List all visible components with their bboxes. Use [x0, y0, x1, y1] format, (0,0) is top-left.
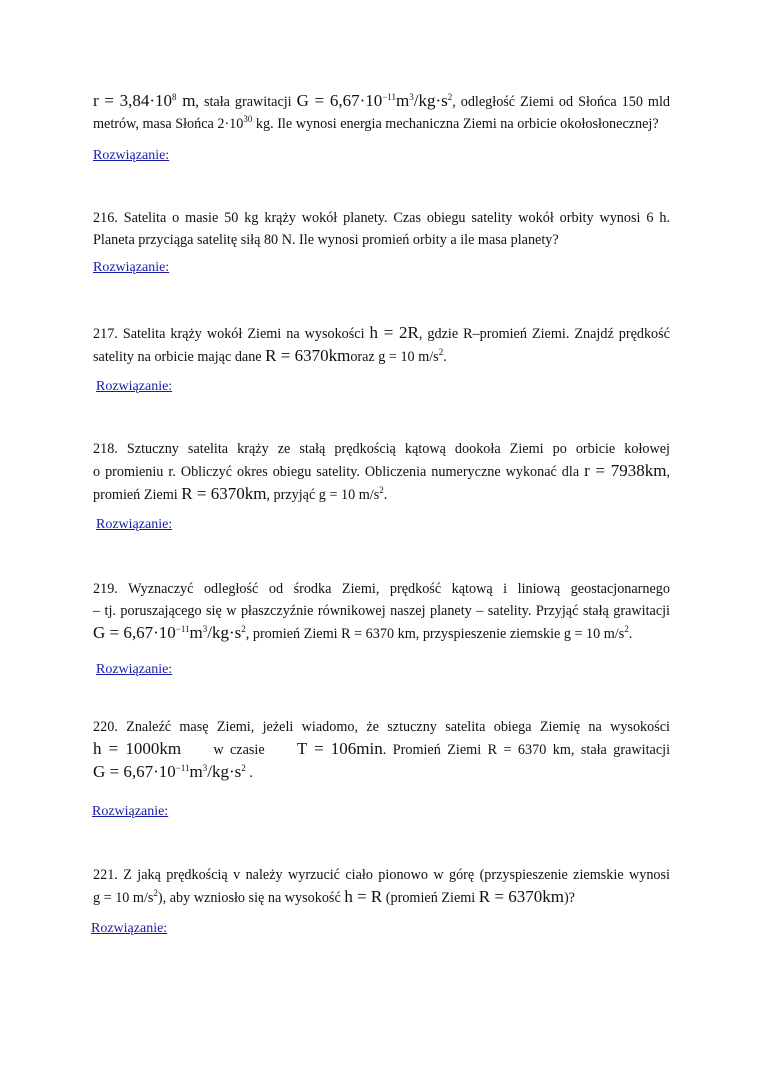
- problem-219-text: [93, 578, 670, 645]
- solution-link-218[interactable]: Rozwiązanie:: [96, 517, 173, 532]
- problem-216-line-2: Planeta przyciąga satelitę siłą 80 N. Ile wynosi promień orbity a ile masa planety?: [93, 232, 559, 248]
- solution-link-216[interactable]: Rozwiązanie:: [93, 260, 170, 275]
- problem-221-text: [93, 864, 670, 909]
- problem-218-line-3: promień Ziemi R = 6370km, przyjąć g = 10 $m/s^2$.: [93, 484, 388, 503]
- solution-link-220[interactable]: Rozwiązanie:: [92, 804, 169, 819]
- problem-221-line-1: 221. Z jaką prędkością v należy wyrzucić ciało pionowo w górę (przyspieszenie ziemskie wynosi: [93, 867, 670, 883]
- problem-218-line-2: o promieniu r. Obliczyć okres obiegu satelity. Obliczenia numeryczne wykonać dla r = 7938km,: [93, 461, 670, 480]
- problem-219-line-2: – tj. poruszającego się w płaszczyźnie równikowej naszej planety – satelity. Przyjąć stałą grawitacji: [93, 603, 670, 619]
- solution-link-221[interactable]: Rozwiązanie:: [91, 921, 168, 936]
- problem-220-line-2: h = 1000km w czasie T = 106min. Promień Ziemi R = 6370 km, stała grawitacji: [93, 739, 671, 758]
- problem-219-line-3: $G = 6,67\cdot 10^{-11}m^3/kg\cdot s^2$, promień Ziemi R = 6370 km, przyspieszenie ziemskie g = 10 $m/s^2$.: [93, 623, 633, 642]
- problem-219-line-1: 219. Wyznaczyć odległość od środka Ziemi, prędkość kątową i liniową geostacjonarnego: [93, 581, 670, 597]
- problem-218-line-1: 218. Sztuczny satelita krąży ze stałą prędkością kątową dookoła Ziemi po orbicie kołowej: [93, 441, 670, 457]
- problem-220-text: [93, 716, 670, 784]
- problem-220-line-3: $G = 6,67\cdot 10^{-11}m^3/kg\cdot s^2$ .: [93, 762, 253, 781]
- problem-217-line-1: 217. Satelita krąży wokół Ziemi na wysokości h = 2R, gdzie R–promień Ziemi. Znajdź prędkość: [93, 323, 670, 342]
- problem-215-line-1: $r = 3,84\cdot 10^8$ m, stała grawitacji $G = 6,67\cdot 10^{-11}m^3/kg\cdot s^2$, odległość Ziemi od Słońca 150 mld: [93, 91, 670, 110]
- solution-link-217[interactable]: Rozwiązanie:: [96, 379, 173, 394]
- problem-218-text: [93, 438, 670, 506]
- solution-link-219[interactable]: Rozwiązanie:: [96, 662, 173, 677]
- problem-221-line-2: g = 10 $m/s^2$), aby wzniosło się na wysokość h = R (promień Ziemi R = 6370km)?: [93, 887, 575, 906]
- problem-215-line-2: metrów, masa Słońca $2\cdot 10^{30}$ kg. Ile wynosi energia mechaniczna Ziemi na orbicie okołosłonecznej?: [93, 114, 659, 132]
- solution-link-215[interactable]: Rozwiązanie:: [93, 148, 170, 163]
- problem-217-text: [93, 322, 670, 368]
- problem-217-line-2: satelity na orbicie mając dane R = 6370kmoraz g = 10 $m/s^2$.: [93, 346, 447, 365]
- problem-220-line-1: 220. Znaleźć masę Ziemi, jeżeli wiadomo, że sztuczny satelita obiega Ziemię na wysokości: [93, 719, 670, 735]
- problem-216-text: [93, 207, 670, 251]
- problem-215-text: [93, 90, 670, 135]
- problem-216-line-1: 216. Satelita o masie 50 kg krąży wokół planety. Czas obiegu satelity wokół orbity wynosi 6 h.: [93, 210, 670, 226]
